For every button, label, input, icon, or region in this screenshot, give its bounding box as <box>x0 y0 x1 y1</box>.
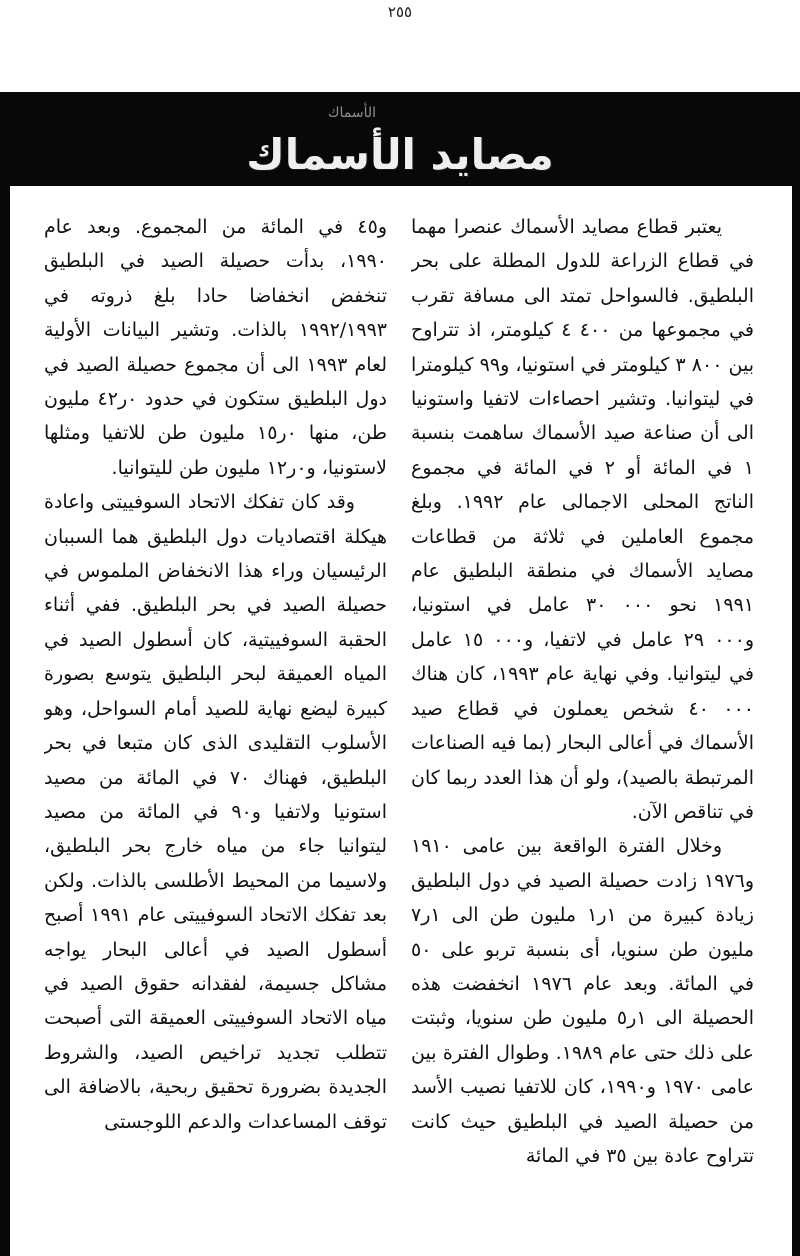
paragraph-continuation: و٤٥ في المائة من المجموع. وبعد عام ١٩٩٠، بدأت حصيلة الصيد في البلطيق تنخفض انخفاضا حادا بلغ ذروته في ١٩٩٢/١٩٩٣ بالذات. وتشير البيانات الأولية لعام ١٩٩٣ الى أن مجموع حصيلة الصيد في دول البلطيق ستكون في حدود ٠ر٤٢ مليون طن، منها ٠ر١٥ مليون طن للاتفيا ومثلها لاستونيا، و٠ر١٢ مليون طن لليتوانيا. <box>44 216 387 479</box>
column-left <box>44 210 387 1250</box>
page-number: ٢٥٥ <box>387 3 413 21</box>
chapter-title: مصايد الأسماك <box>246 130 554 179</box>
left-edge-scan-bar <box>0 93 10 1256</box>
paragraph: وقد كان تفكك الاتحاد السوفييتى واعادة هيكلة اقتصاديات دول البلطيق هما السببان الرئيسيان وراء هذا الانخفاض الملموس في حصيلة الصيد في بحر البلطيق. ففي أثناء الحقبة السوفييتية، كان أسطول الصيد في المياه العميقة لبحر البلطيق يتوسع بصورة كبيرة ليضع نهاية للصيد أمام السواحل، وهو الأسلوب التقليدى الذى كان متبعا في بحر البلطيق، فهناك ٧٠ في المائة من مصيد استونيا ولاتفيا و٩٠ في المائة من مصيد ليتوانيا جاء من مياه خارج بحر البلطيق، ولاسيما من المحيط الأطلسى بالذات. ولكن بعد تفكك الاتحاد السوفييتى عام ١٩٩١ أصبح أسطول الصيد في أعالى البحار يواجه مشاكل جسيمة، لفقدانه حقوق الصيد في مياه الاتحاد السوفييتى العميقة التى أصبحت تتطلب تجديد تراخيص الصيد، والشروط الجديدة بضرورة تحقيق ربحية، بالاضافة الى توقف المساعدات والدعم اللوجستى <box>44 491 387 1133</box>
chapter-header-small-label: الأسماك <box>327 105 377 121</box>
column-right <box>411 210 754 1250</box>
right-edge-scan-bar <box>792 93 800 1256</box>
paragraph: وخلال الفترة الواقعة بين عامى ١٩١٠ و١٩٧٦ زادت حصيلة الصيد في دول البلطيق زيادة كبيرة من ١ر١ مليون طن الى ١ر٧ مليون طن سنويا، أى بنسبة تربو على ٥٠ في المائة. وبعد عام ١٩٧٦ انخفضت هذه الحصيلة الى ١ر٥ مليون طن سنويا، وثبتت على ذلك حتى عام ١٩٨٩. وطوال الفترة بين عامى ١٩٧٠ و١٩٩٠، كان للاتفيا نصيب الأسد من حصيلة الصيد في البلطيق حيث كانت تتراوح عادة بين ٣٥ في المائة <box>411 835 754 1167</box>
two-column-body-text <box>44 210 754 1250</box>
paragraph: يعتبر قطاع مصايد الأسماك عنصرا مهما في قطاع الزراعة للدول المطلة على بحر البلطيق. فالسواحل تمتد الى مسافة تقرب في مجموعها من ٤ ٤٠٠ كيلومتر، اذ تتراوح بين ٣ ٨٠٠ كيلومتر في استونيا، و٩٩ كيلومترا في ليتوانيا. وتشير احصاءات لاتفيا واستونيا الى أن صناعة صيد الأسماك ساهمت بنسبة ١ في المائة أو ٢ في المائة في مجموع الناتج المحلى الاجمالى عام ١٩٩٢. وبلغ مجموع العاملين في ثلاثة من قطاعات مصايد الأسماك في منطقة البلطيق عام ١٩٩١ نحو ٣٠ ٠٠٠ عامل في استونيا، و٢٩ ٠٠٠ عامل في لاتفيا، و١٥ ٠٠٠ عامل في ليتوانيا. وفي نهاية عام ١٩٩٣، كان هناك ٤٠ ٠٠٠ شخص يعملون في قطاع صيد الأسماك في أعالى البحار (بما فيه الصناعات المرتبطة بالصيد)، ولو أن هذا العدد ربما كان في تناقص الآن. <box>411 216 754 823</box>
chapter-header-band <box>0 93 800 185</box>
